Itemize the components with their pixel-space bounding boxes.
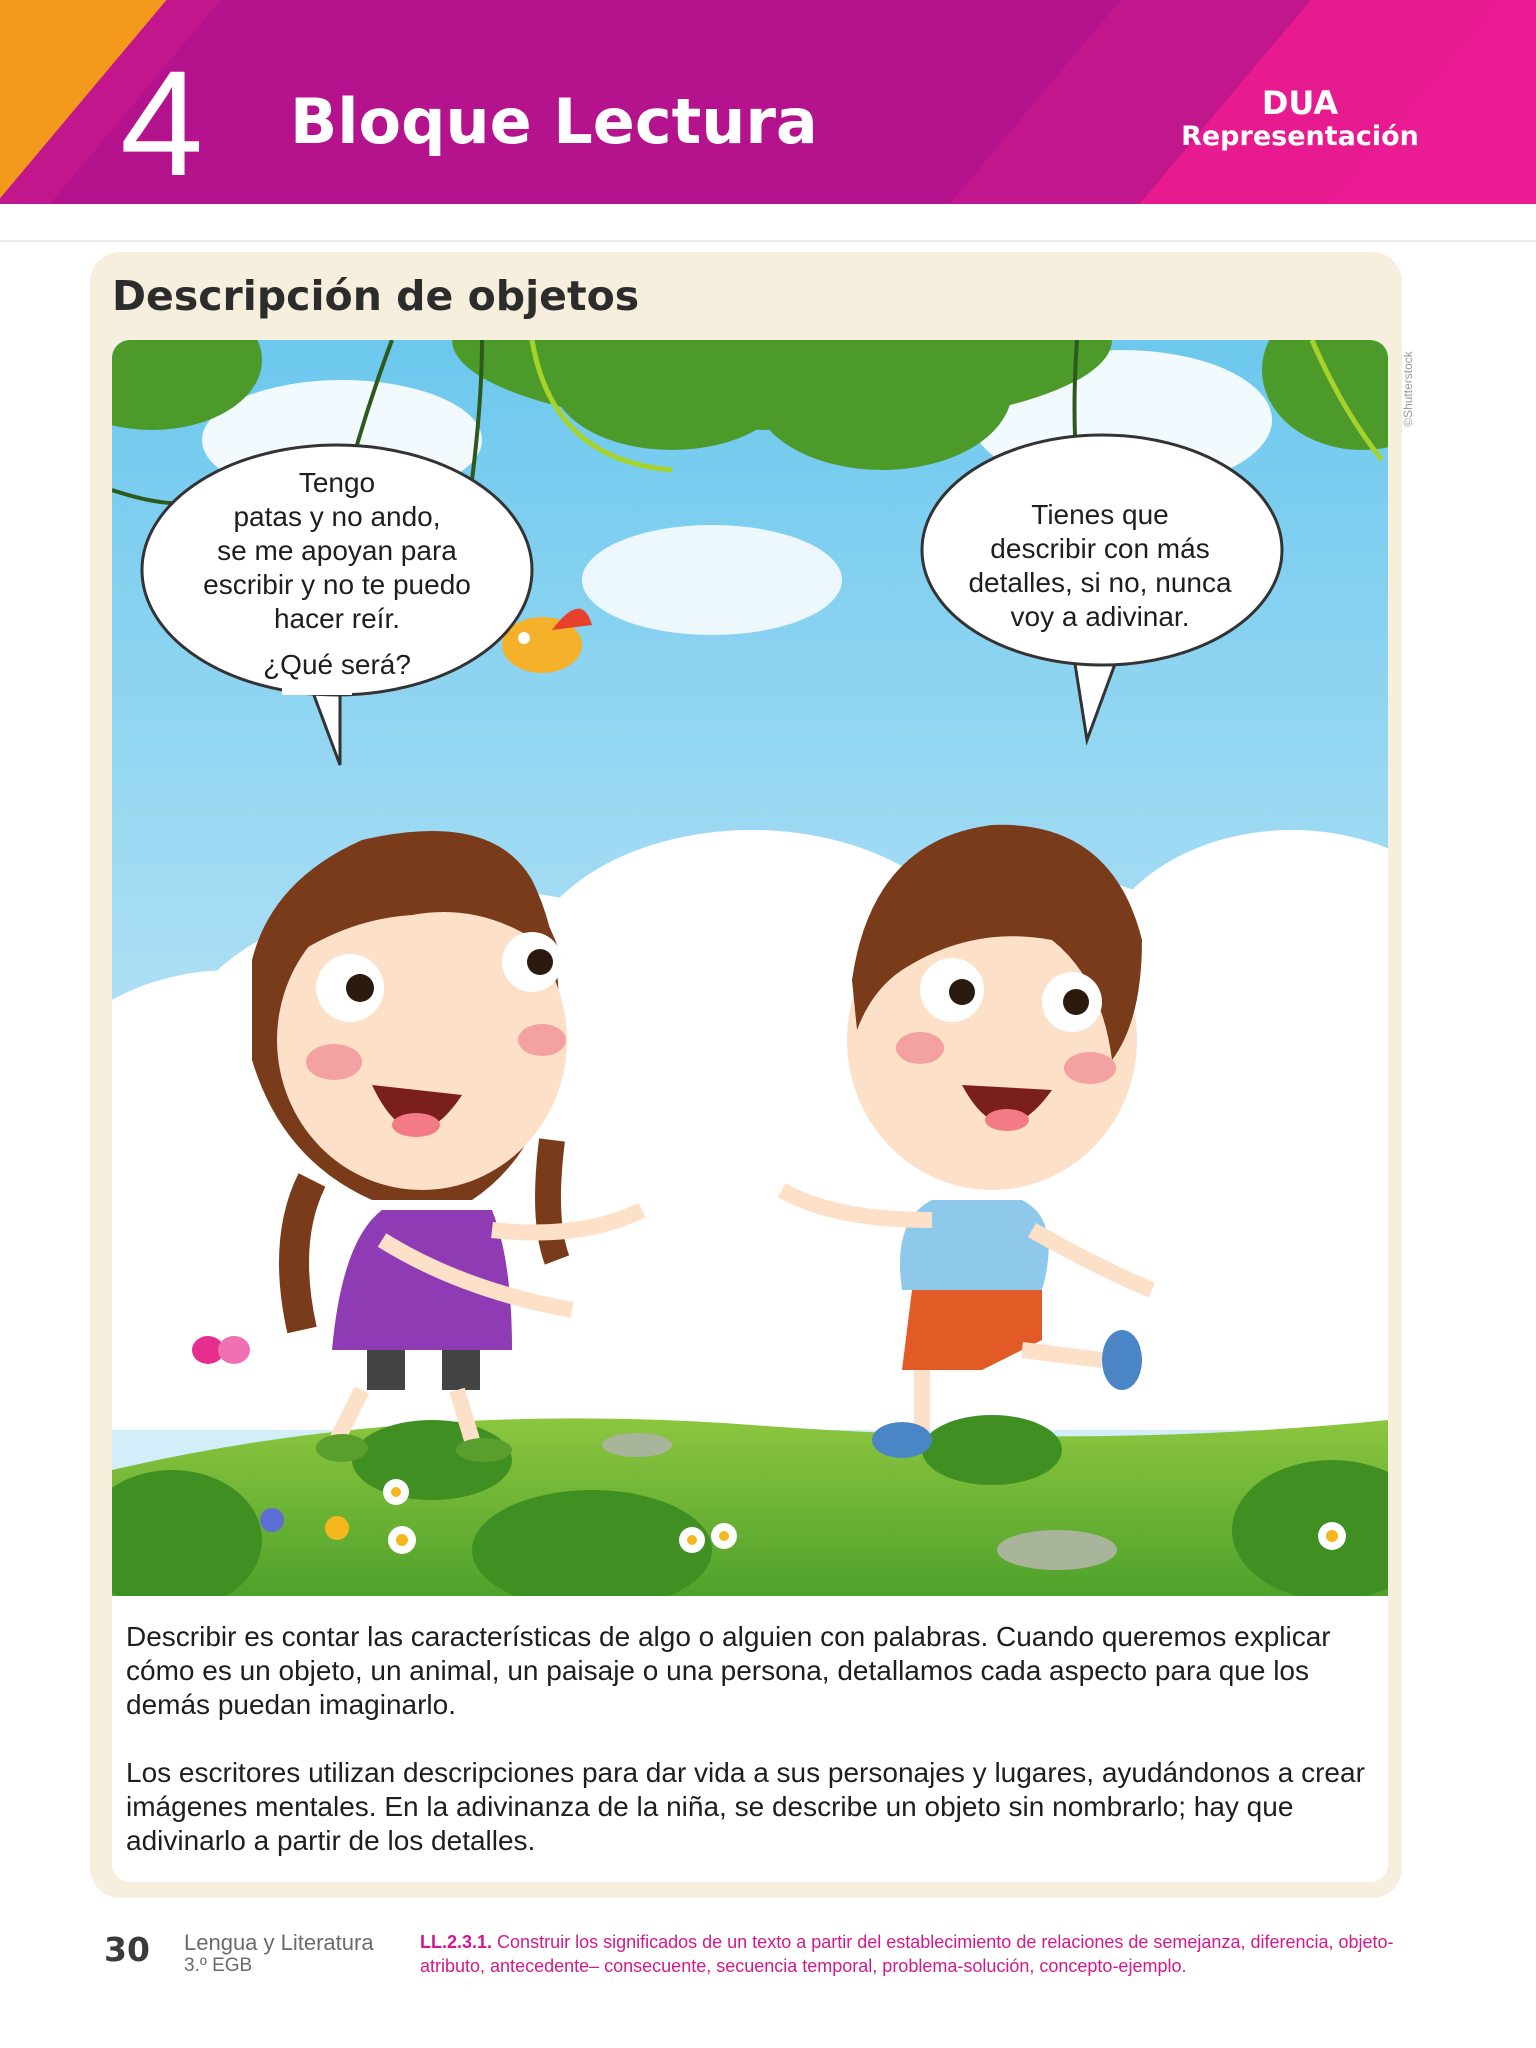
header-divider [0, 240, 1536, 242]
body-paragraph-1: Describir es contar las características de algo o alguien con palabras. Cuando queremos explicar cómo es un objeto, un animal, un paisaje o una persona, detallamos cada aspecto para que los demás puedan imaginarlo. [126, 1621, 1331, 1720]
body-paragraph-2: Los escritores utilizan descripciones para dar vida a sus personajes y lugares, ayudándonos a crear imágenes mentales. En la adivinanza de la niña, se describe un objeto sin nombrarlo; hay que adivinarlo a partir de los detalles. [126, 1757, 1365, 1856]
image-credit-text: ©Shutterstock [1400, 351, 1415, 427]
dua-representation: Representación [1181, 121, 1419, 152]
subject-name: Lengua y Literatura [184, 1930, 374, 1955]
section-title: Descripción de objetos [112, 272, 640, 320]
image-credit [1400, 348, 1432, 438]
bubble-right-text [930, 498, 1270, 634]
bubble-left-question: ¿Qué será? [263, 649, 411, 680]
skill-code: LL.2.3.1. [420, 1932, 493, 1952]
bubble-left-text [152, 466, 522, 682]
unit-title: Bloque Lectura [290, 85, 818, 158]
grade-level: 3.º EGB [184, 1955, 253, 1976]
bubble-right-line: Tienes que [1031, 499, 1169, 530]
page-number: 30 [104, 1930, 150, 1969]
bubble-right-line: voy a adivinar. [1010, 601, 1190, 632]
bubble-left-line: se me apoyan para [217, 535, 457, 566]
bubble-right-line: describir con más [990, 533, 1210, 564]
unit-number: 4 [120, 39, 204, 204]
skill-text: Construir los significados de un texto a partir del establecimiento de relaciones de semejanza, diferencia, objeto-atributo, antecedente– consecuente, secuencia temporal, problema-solución, concepto-ejemplo. [420, 1932, 1394, 1976]
bubble-left-line: escribir y no te puedo [203, 569, 471, 600]
bubble-left-line: Tengo [298, 467, 376, 498]
bubble-left-line: patas y no ando, [233, 501, 441, 532]
skill-statement [420, 1930, 1420, 1978]
bubble-right-line: detalles, si no, nunca [968, 567, 1232, 598]
unit-header [0, 0, 1536, 204]
grass-ground [112, 1418, 1388, 1596]
dua-badge: DUA [1261, 84, 1339, 122]
bubble-left-line: hacer reír. [273, 603, 401, 634]
